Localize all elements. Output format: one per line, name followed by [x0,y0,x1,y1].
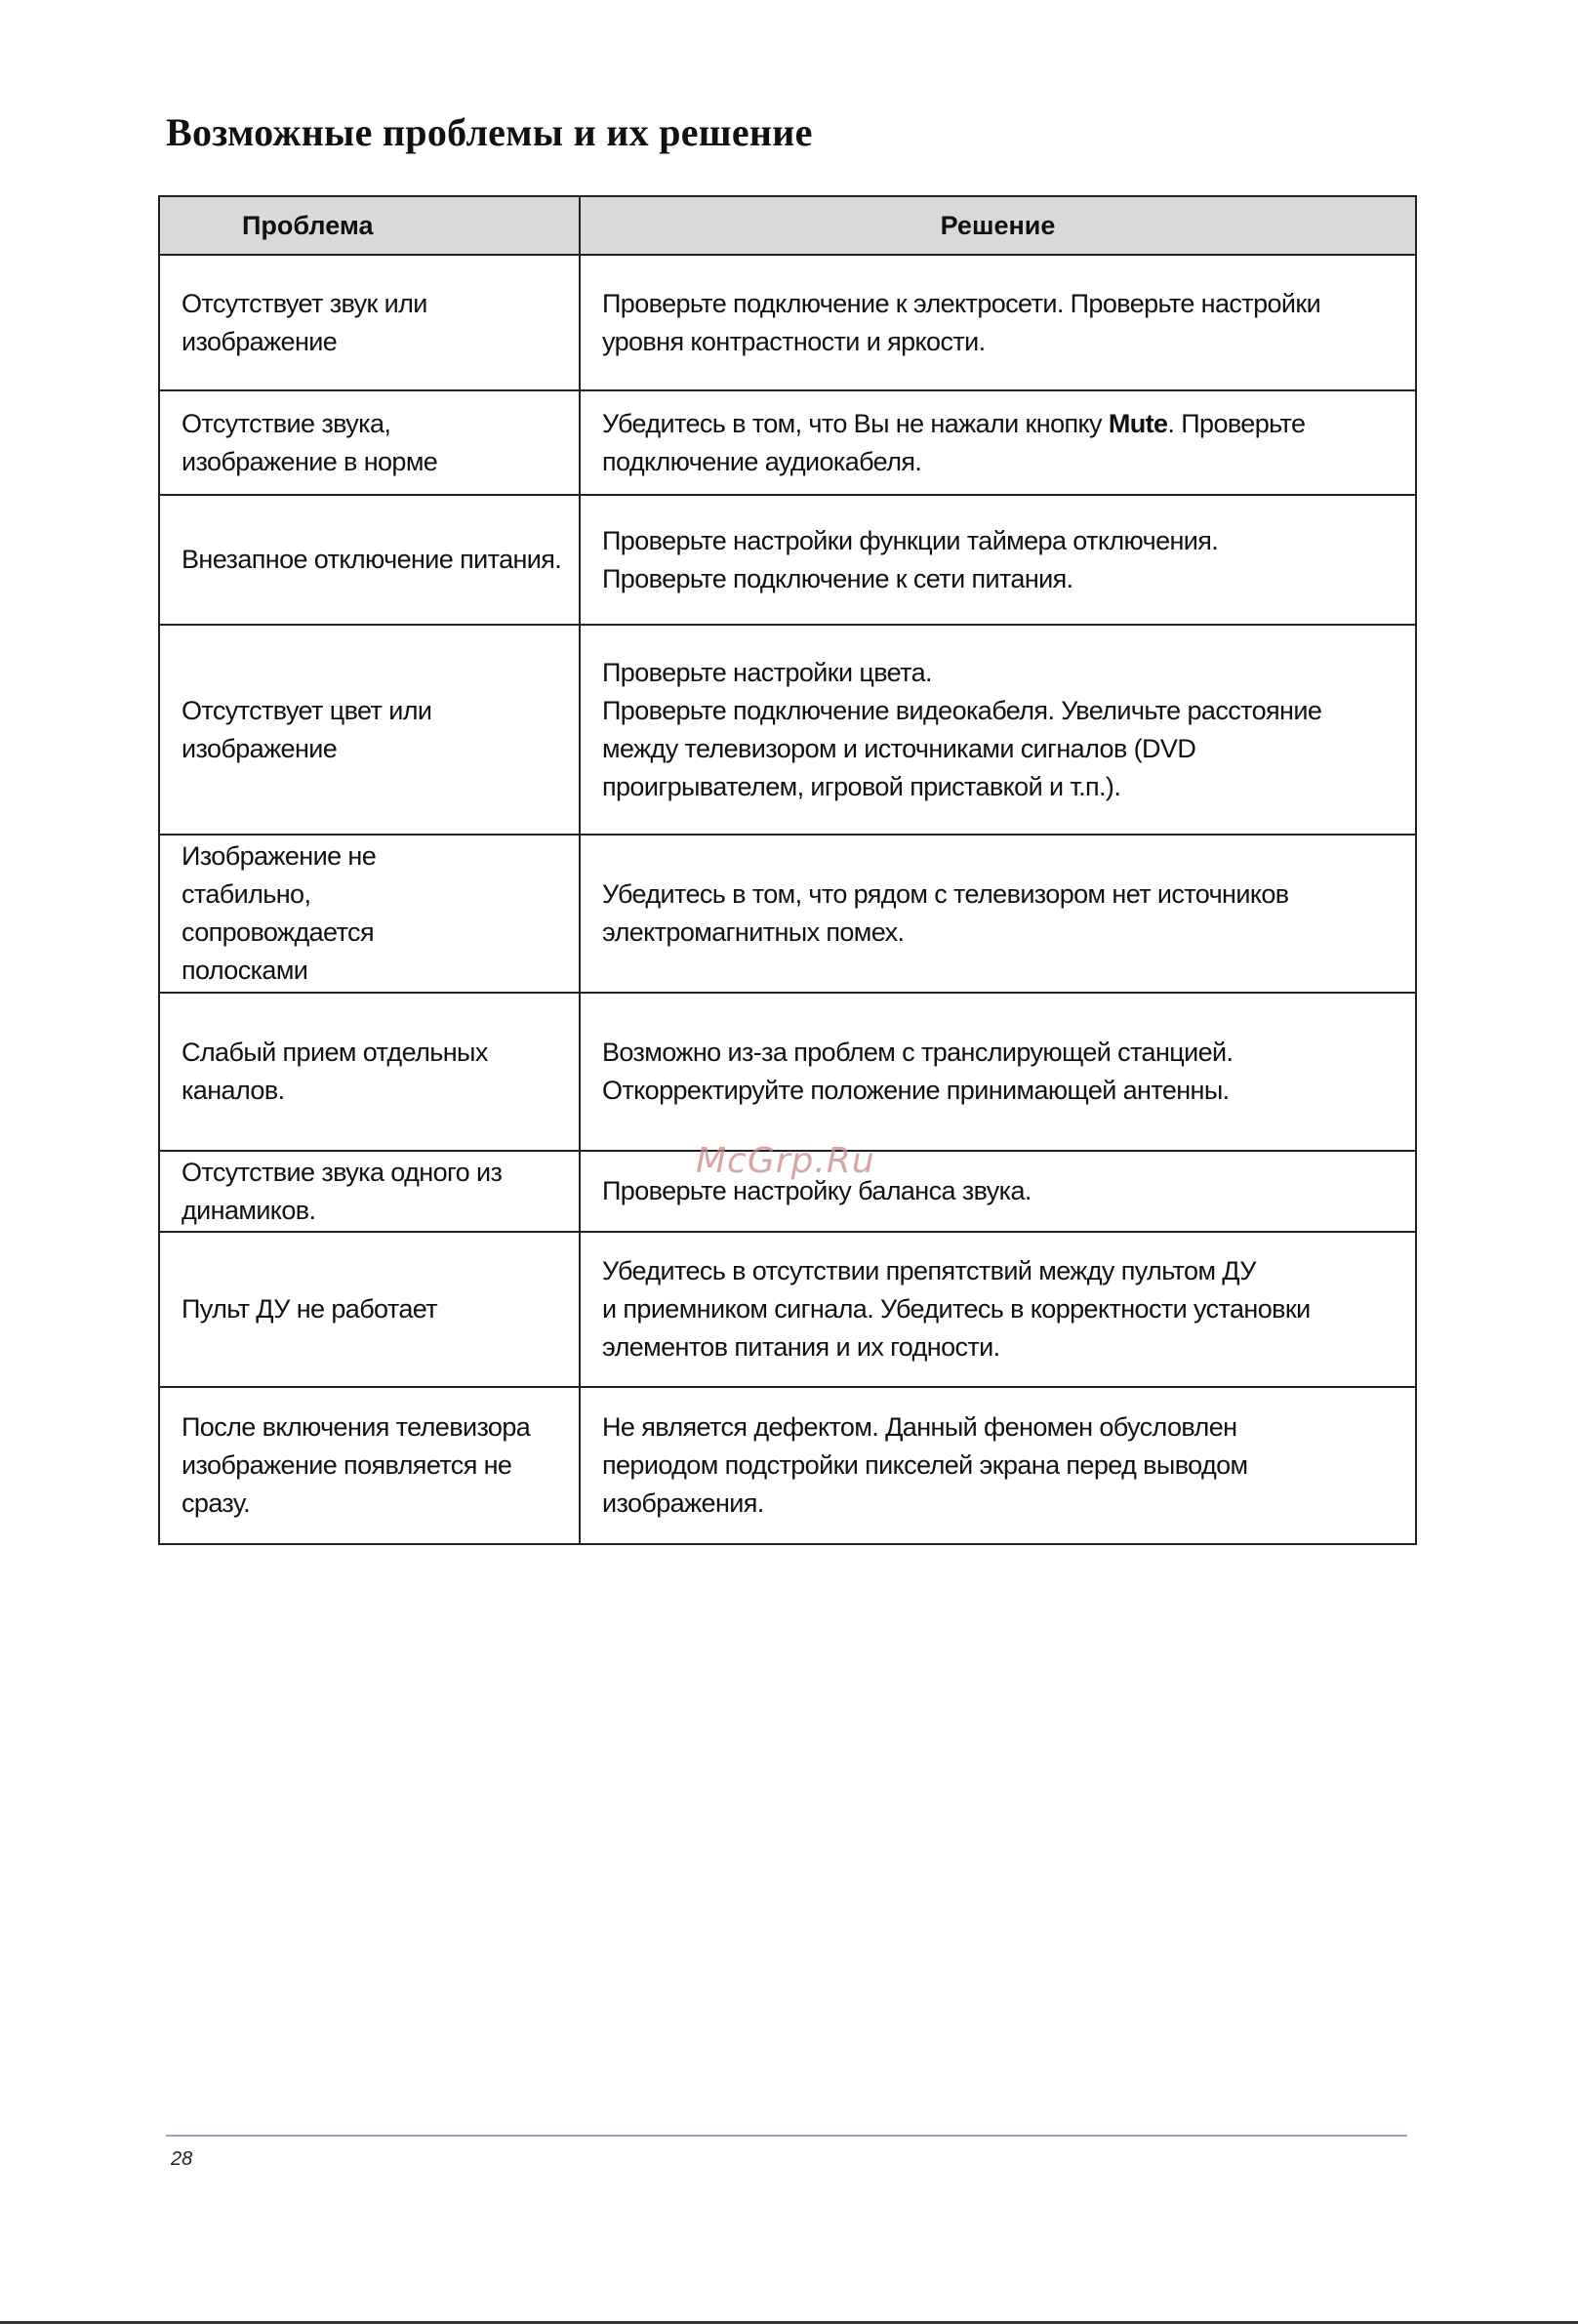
problem-text: Внезапное отключение питания. [182,545,562,574]
solution-cell [580,835,1416,993]
solution-text: Возможно из-за проблем с транслирующей станцией. Откорректируйте положение принимающей антенны. [602,1038,1234,1105]
watermark: McGrp.Ru [696,1141,875,1181]
table-row [159,255,1416,390]
solution-text: Проверьте настройку баланса звука. [602,1176,1032,1205]
table-row [159,390,1416,495]
footer-divider [166,2135,1407,2137]
page-number: 28 [171,2148,193,2170]
solution-cell [580,625,1416,835]
solution-cell [580,255,1416,390]
mute-keyword: Mute [1108,408,1168,438]
solution-text-end: . Проверьте подключение аудиокабеля. [602,408,1306,476]
problem-cell [159,1232,580,1387]
problem-cell [159,495,580,625]
solution-text: Убедитесь в том, что рядом с телевизором нет источников электромагнитных помех. [602,879,1289,947]
problem-cell [159,835,580,993]
table-row [159,993,1416,1151]
table-row [159,1387,1416,1544]
solution-text-start: Убедитесь в том, что Вы не нажали кнопку [602,408,1109,438]
problem-cell [159,625,580,835]
problem-text: Отсутствие звука, изображение в норме [182,408,438,476]
problem-text: Отсутствует цвет или изображение [182,695,432,763]
solution-text: Проверьте подключение к электросети. Проверьте настройки уровня контрастности и яркости. [602,288,1321,356]
problem-cell [159,1387,580,1544]
solution-text: Проверьте настройки цвета. Проверьте подключение видеокабеля. Увеличьте расстояние между телевизором и источниками сигналов (DVD проигрывателем, игровой приставкой и т.п.). [602,657,1322,801]
solution-cell [580,1232,1416,1387]
solution-text [602,405,1396,481]
problem-cell [159,993,580,1151]
troubleshooting-table [158,195,1417,1545]
solution-text: Проверьте настройки функции таймера отключения. Проверьте подключение к сети питания. [602,525,1219,593]
problem-text: Слабый прием отдельных каналов. [182,1038,488,1105]
problem-cell [159,1151,580,1232]
problem-cell [159,255,580,390]
solution-cell [580,390,1416,495]
problem-text: Изображение не стабильно, сопровождается полосками [182,841,377,985]
solution-text: Убедитесь в отсутствии препятствий между пультом ДУ и приемником сигнала. Убедитесь в корректности установки элементов питания и их годности. [602,1256,1311,1362]
header-solution: Решение [580,196,1416,255]
solution-cell [580,1387,1416,1544]
problem-cell [159,390,580,495]
solution-text: Не является дефектом. Данный феномен обусловлен периодом подстройки пикселей экрана перед выводом изображения. [602,1412,1248,1518]
problem-text: Отсутствие звука одного из динамиков. [182,1157,503,1225]
page-title: Возможные проблемы и их решение [166,110,813,154]
table-row [159,495,1416,625]
table-row [159,835,1416,993]
table-header-row [159,196,1416,255]
problem-text: После включения телевизора изображение появляется не сразу. [182,1412,531,1518]
table-row [159,1232,1416,1387]
table-row [159,625,1416,835]
solution-cell [580,993,1416,1151]
header-problem: Проблема [159,196,580,255]
problem-text: Отсутствует звук или изображение [182,288,427,356]
problem-text: Пульт ДУ не работает [182,1294,438,1324]
solution-cell [580,495,1416,625]
